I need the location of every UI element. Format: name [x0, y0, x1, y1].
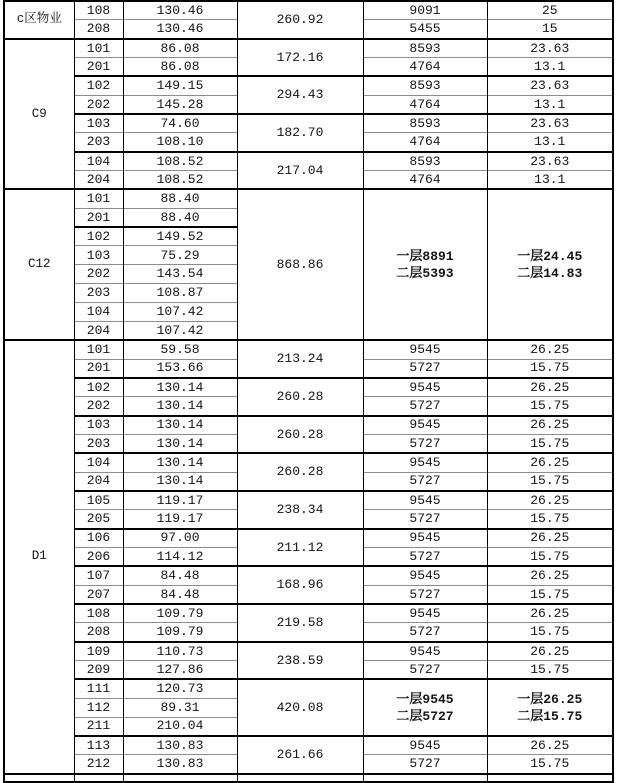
ratio-cell: 26.25	[487, 604, 613, 623]
ratio-cell: 26.25	[487, 566, 613, 585]
price-cell: 5727	[363, 434, 487, 453]
price-cell: 5727	[363, 661, 487, 680]
unit-area-cell: 130.14	[123, 416, 237, 435]
floor-ratio-merged-cell	[487, 679, 613, 736]
ratio-cell: 26.25	[487, 340, 613, 359]
room-number-cell: 112	[74, 698, 123, 717]
ratio-cell: 26.25	[487, 736, 613, 755]
unit-area-cell: 120.73	[123, 679, 237, 698]
room-number-cell: 101	[74, 189, 123, 208]
unit-area-cell: 109.79	[123, 604, 237, 623]
room-number-cell: 203	[74, 284, 123, 303]
unit-area-cell: 107.42	[123, 321, 237, 340]
unit-area-cell: 108.10	[123, 133, 237, 152]
ratio-cell: 15.75	[487, 397, 613, 416]
floor-ratio-line: 二层15.75	[517, 708, 583, 724]
unit-area-cell: 145.28	[123, 95, 237, 114]
group-total-area-cell: 217.04	[237, 152, 363, 190]
group-total-area-cell: 168.96	[237, 566, 363, 604]
group-total-area-cell: 260.92	[237, 1, 363, 39]
room-number-cell: 201	[74, 58, 123, 77]
group-total-area-cell: 420.08	[237, 679, 363, 736]
group-total-area-cell: 172.16	[237, 39, 363, 77]
price-cell: 9545	[363, 491, 487, 510]
ratio-cell: 15.75	[487, 547, 613, 566]
unit-area-cell: 108.52	[123, 152, 237, 171]
ratio-cell: 15.75	[487, 661, 613, 680]
unit-area-cell: 114.12	[123, 547, 237, 566]
unit-area-cell: 130.14	[123, 453, 237, 472]
unit-area-cell: 130.14	[123, 378, 237, 397]
room-number-cell: 104	[74, 152, 123, 171]
room-number-cell: 201	[74, 208, 123, 227]
price-cell: 5455	[363, 20, 487, 39]
room-number-cell: 101	[74, 39, 123, 58]
ratio-cell: 26.25	[487, 378, 613, 397]
unit-area-cell: 127.86	[123, 661, 237, 680]
table-row	[4, 529, 613, 548]
unit-area-cell: 89.31	[123, 698, 237, 717]
table-row	[4, 114, 613, 133]
ratio-cell: 26.25	[487, 453, 613, 472]
unit-area-cell: 107.42	[123, 303, 237, 322]
unit-area-cell: 109.79	[123, 623, 237, 642]
unit-area-cell: 119.17	[123, 491, 237, 510]
floor-price-line: 一层9545	[396, 691, 454, 707]
ratio-cell: 15.75	[487, 623, 613, 642]
property-area-table-body	[4, 1, 613, 782]
room-number-cell: 204	[74, 171, 123, 190]
table-row	[4, 736, 613, 755]
price-cell: 4764	[363, 133, 487, 152]
room-number-cell: 102	[74, 378, 123, 397]
ratio-cell: 13.1	[487, 58, 613, 77]
group-total-area-cell: 868.86	[237, 189, 363, 340]
unit-area-cell: 59.58	[123, 340, 237, 359]
room-number-cell: 208	[74, 20, 123, 39]
price-cell: 9545	[363, 378, 487, 397]
table-row	[4, 416, 613, 435]
price-cell: 5727	[363, 472, 487, 491]
table-row	[4, 378, 613, 397]
building-cell: C9	[4, 39, 74, 190]
building-cell: D1	[4, 340, 74, 773]
price-cell: 5727	[363, 585, 487, 604]
room-number-cell: 202	[74, 397, 123, 416]
unit-area-cell: 86.08	[123, 39, 237, 58]
building-cell: C12	[4, 189, 74, 340]
ratio-cell: 25	[487, 1, 613, 20]
ratio-cell: 26.25	[487, 642, 613, 661]
unit-area-cell: 74.60	[123, 114, 237, 133]
group-total-area-cell: 219.58	[237, 604, 363, 642]
room-number-cell: 108	[74, 1, 123, 20]
ratio-cell: 15.75	[487, 359, 613, 378]
room-number-cell: 206	[74, 547, 123, 566]
room-number-cell: 212	[74, 755, 123, 774]
ratio-cell: 26.25	[487, 491, 613, 510]
room-number-cell: 103	[74, 416, 123, 435]
price-cell: 9545	[363, 604, 487, 623]
room-number-cell: 113	[74, 736, 123, 755]
group-total-area-cell: 213.24	[237, 340, 363, 378]
room-number-cell: 207	[74, 585, 123, 604]
price-cell: 9091	[363, 1, 487, 20]
ratio-cell: 15.75	[487, 434, 613, 453]
table-row	[4, 340, 613, 359]
floor-price-merged-cell	[363, 679, 487, 736]
floor-ratio-line: 一层24.45	[517, 248, 583, 264]
group-total-area-cell: 261.66	[237, 736, 363, 774]
room-number-cell: 201	[74, 359, 123, 378]
room-number-cell: 106	[74, 529, 123, 548]
price-cell: 8593	[363, 114, 487, 133]
group-total-area-cell: 238.59	[237, 642, 363, 680]
room-number-cell: 102	[74, 76, 123, 95]
unit-area-cell: 110.73	[123, 642, 237, 661]
price-cell: 9545	[363, 416, 487, 435]
floor-price-line: 二层5727	[396, 708, 454, 724]
table-row	[4, 453, 613, 472]
ratio-cell: 15.75	[487, 585, 613, 604]
unit-area-cell: 84.48	[123, 566, 237, 585]
unit-area-cell: 97.00	[123, 529, 237, 548]
room-number-cell: 204	[74, 472, 123, 491]
price-cell: 9545	[363, 340, 487, 359]
table-row	[4, 642, 613, 661]
room-number-cell: 209	[74, 661, 123, 680]
unit-area-cell: 149.52	[123, 227, 237, 246]
unit-area-cell: 84.48	[123, 585, 237, 604]
table-row	[4, 604, 613, 623]
room-number-cell: 205	[74, 510, 123, 529]
price-cell: 5727	[363, 623, 487, 642]
price-cell: 9545	[363, 453, 487, 472]
room-number-cell: 102	[74, 227, 123, 246]
unit-area-cell: 88.40	[123, 208, 237, 227]
room-number-cell: 202	[74, 265, 123, 284]
ratio-cell: 13.1	[487, 133, 613, 152]
unit-area-cell: 153.66	[123, 359, 237, 378]
group-total-area-cell: 294.43	[237, 76, 363, 114]
unit-area-cell: 130.83	[123, 736, 237, 755]
ratio-cell: 23.63	[487, 39, 613, 58]
ratio-cell: 15.75	[487, 472, 613, 491]
ratio-cell: 23.63	[487, 114, 613, 133]
price-cell: 8593	[363, 39, 487, 58]
unit-area-cell: 130.46	[123, 1, 237, 20]
price-cell: 4764	[363, 95, 487, 114]
room-number-cell: 202	[74, 95, 123, 114]
group-total-area-cell: 260.28	[237, 416, 363, 454]
price-cell: 9545	[363, 642, 487, 661]
unit-area-cell: 149.15	[123, 76, 237, 95]
room-number-cell: 203	[74, 434, 123, 453]
room-number-cell: 101	[74, 340, 123, 359]
table-row	[4, 39, 613, 58]
table-row	[4, 491, 613, 510]
room-number-cell: 108	[74, 604, 123, 623]
table-row	[4, 679, 613, 698]
room-number-cell: 203	[74, 133, 123, 152]
group-total-area-cell: 260.28	[237, 453, 363, 491]
spreadsheet-region	[3, 0, 613, 783]
price-cell: 5727	[363, 359, 487, 378]
group-total-area-cell: 238.34	[237, 491, 363, 529]
room-number-cell: 105	[74, 491, 123, 510]
room-number-cell: 104	[74, 453, 123, 472]
table-row	[4, 189, 613, 208]
unit-area-cell: 86.08	[123, 58, 237, 77]
floor-price-merged-cell	[363, 189, 487, 340]
ratio-cell: 26.25	[487, 529, 613, 548]
price-cell: 8593	[363, 152, 487, 171]
room-number-cell: 104	[74, 303, 123, 322]
unit-area-cell: 75.29	[123, 246, 237, 265]
table-row	[4, 566, 613, 585]
floor-price-line: 一层8891	[396, 248, 454, 264]
table-row	[4, 152, 613, 171]
price-cell: 5727	[363, 510, 487, 529]
unit-area-cell: 210.04	[123, 717, 237, 736]
unit-area-cell: 130.14	[123, 472, 237, 491]
room-number-cell: 208	[74, 623, 123, 642]
group-total-area-cell: 260.28	[237, 378, 363, 416]
ratio-cell: 23.63	[487, 152, 613, 171]
ratio-cell: 13.1	[487, 95, 613, 114]
room-number-cell: 107	[74, 566, 123, 585]
group-total-area-cell: 211.12	[237, 529, 363, 567]
unit-area-cell: 143.54	[123, 265, 237, 284]
unit-area-cell: 130.83	[123, 755, 237, 774]
floor-ratio-line: 二层14.83	[517, 265, 583, 281]
unit-area-cell: 119.17	[123, 510, 237, 529]
ratio-cell: 23.63	[487, 76, 613, 95]
price-cell: 5727	[363, 755, 487, 774]
unit-area-cell: 130.14	[123, 434, 237, 453]
room-number-cell: 211	[74, 717, 123, 736]
room-number-cell: 103	[74, 246, 123, 265]
ratio-cell: 15	[487, 20, 613, 39]
property-area-table	[3, 0, 614, 783]
unit-area-cell: 130.14	[123, 397, 237, 416]
ratio-cell: 26.25	[487, 416, 613, 435]
table-row	[4, 1, 613, 20]
unit-area-cell: 108.52	[123, 171, 237, 190]
floor-ratio-merged-cell	[487, 189, 613, 340]
building-cell: c区物业	[4, 1, 74, 39]
unit-area-cell: 88.40	[123, 189, 237, 208]
floor-ratio-line: 一层26.25	[517, 691, 583, 707]
price-cell: 8593	[363, 76, 487, 95]
room-number-cell: 109	[74, 642, 123, 661]
room-number-cell: 103	[74, 114, 123, 133]
room-number-cell: 204	[74, 321, 123, 340]
table-row	[4, 76, 613, 95]
price-cell: 9545	[363, 566, 487, 585]
ratio-cell: 15.75	[487, 755, 613, 774]
price-cell: 9545	[363, 736, 487, 755]
price-cell: 4764	[363, 171, 487, 190]
price-cell: 5727	[363, 397, 487, 416]
price-cell: 5727	[363, 547, 487, 566]
price-cell: 4764	[363, 58, 487, 77]
unit-area-cell: 108.87	[123, 284, 237, 303]
floor-price-line: 二层5393	[396, 265, 454, 281]
group-total-area-cell: 182.70	[237, 114, 363, 152]
ratio-cell: 15.75	[487, 510, 613, 529]
unit-area-cell: 130.46	[123, 20, 237, 39]
room-number-cell: 111	[74, 679, 123, 698]
price-cell: 9545	[363, 529, 487, 548]
ratio-cell: 13.1	[487, 171, 613, 190]
